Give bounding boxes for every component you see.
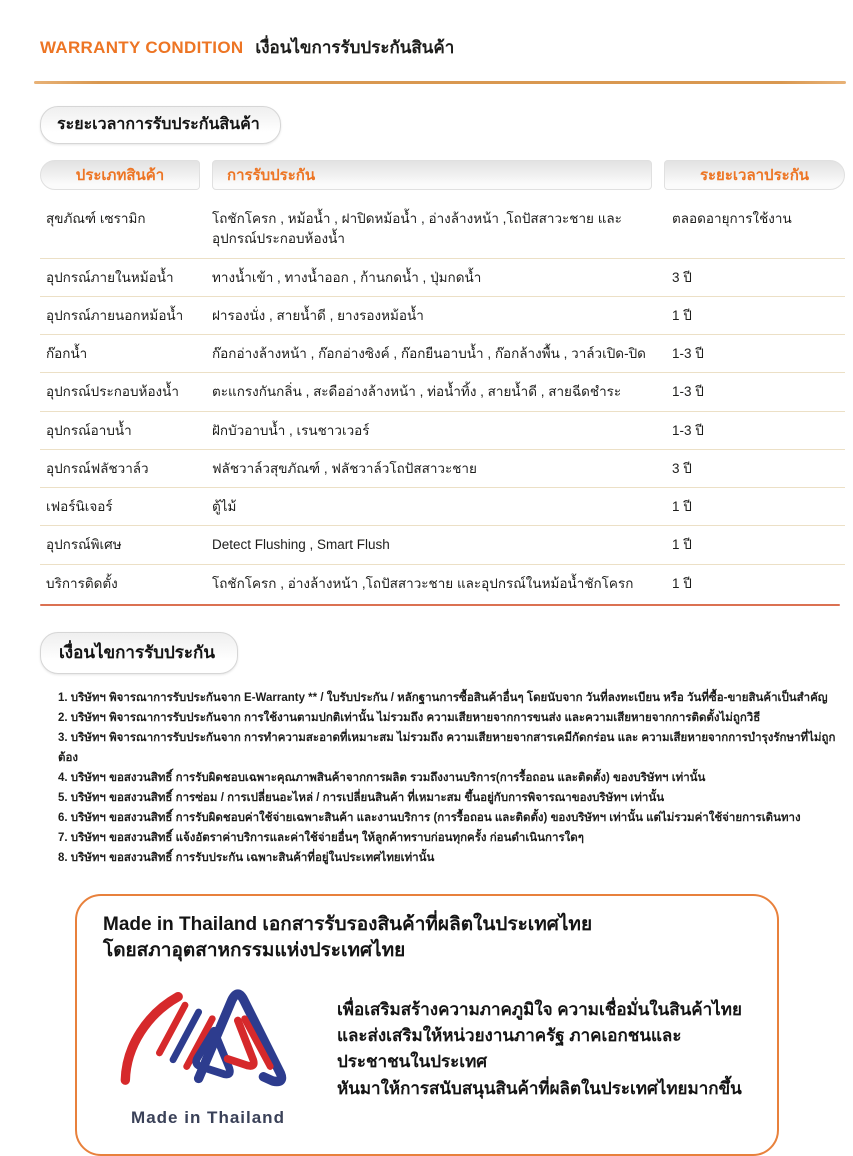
- mit-body-line2: และส่งเสริมให้หน่วยงานภาครัฐ ภาคเอกชนและประชาชนในประเทศ: [337, 1026, 682, 1072]
- mit-body-line3: หันมาให้การสนับสนุนสินค้าที่ผลิตในประเทศไทยมากขึ้น: [337, 1078, 742, 1098]
- cell-coverage: ฟลัชวาล์วสุขภัณฑ์ , ฟลัชวาล์วโถปัสสาวะชาย: [212, 460, 477, 476]
- cell-product-type: อุปกรณ์พิเศษ: [46, 537, 122, 553]
- cell-coverage: ฝักบัวอาบน้ำ , เรนชาวเวอร์: [212, 422, 370, 438]
- cell-period: 1 ปี: [672, 537, 692, 553]
- cell-product-type: อุปกรณ์ภายในหม้อน้ำ: [46, 269, 174, 285]
- cell-period: 1 ปี: [672, 499, 692, 514]
- table-row: [40, 296, 845, 334]
- page-header: [40, 34, 845, 61]
- table-row: [40, 449, 845, 487]
- condition-item: 4. บริษัทฯ ขอสงวนสิทธิ์ การรับผิดชอบเฉพาะคุณภาพสินค้าจากการผลิต รวมถึงงานบริการ(การรื้อถอน และติดตั้ง) ของบริษัทฯ เท่านั้น: [58, 771, 706, 784]
- section-title-warranty-period: ระยะเวลาการรับประกันสินค้า: [40, 106, 281, 144]
- cell-coverage: Detect Flushing , Smart Flush: [212, 537, 390, 553]
- table-row: [40, 564, 845, 602]
- warranty-table: [40, 160, 845, 606]
- header-divider-rule: [34, 81, 846, 84]
- cell-product-type: สุขภัณฑ์ เซรามิก: [46, 211, 146, 226]
- cell-product-type: อุปกรณ์ประกอบห้องน้ำ: [46, 384, 179, 400]
- cell-coverage: ตะแกรงกันกลิ่น , สะดืออ่างล้างหน้า , ท่อน้ำทิ้ง , สายน้ำดี , สายฉีดชำระ: [212, 384, 622, 400]
- cell-coverage: ทางน้ำเข้า , ทางน้ำออก , ก้านกดน้ำ , ปุ่มกดน้ำ: [212, 269, 482, 285]
- cell-product-type: เฟอร์นิเจอร์: [46, 499, 113, 514]
- page-title-english: WARRANTY CONDITION: [40, 38, 244, 57]
- cell-product-type: บริการติดตั้ง: [46, 575, 118, 591]
- mit-content: [103, 971, 751, 1128]
- table-row: [40, 200, 845, 258]
- cell-period: ตลอดอายุการใช้งาน: [672, 211, 792, 226]
- cell-coverage: โถชักโครก , อ่างล้างหน้า ,โถปัสสาวะชาย และอุปกรณ์ในหม้อน้ำชักโครก: [212, 575, 634, 591]
- condition-item: 5. บริษัทฯ ขอสงวนสิทธิ์ การซ่อม / การเปลี่ยนอะไหล่ / การเปลี่ยนสินค้า ที่เหมาะสม ขึ้นอยู่กับการพิจารณาของบริษัทฯ เท่านั้น: [58, 791, 665, 804]
- cell-period: 3 ปี: [672, 269, 692, 285]
- mit-logo-label: Made in Thailand: [131, 1107, 285, 1127]
- mit-heading-line1: Made in Thailand เอกสารรับรองสินค้าที่ผลิตในประเทศไทย: [103, 913, 593, 935]
- table-row: [40, 372, 845, 410]
- column-header-product-type: ประเภทสินค้า: [40, 160, 200, 190]
- column-header-period: ระยะเวลาประกัน: [664, 160, 845, 190]
- warranty-table-header: [40, 160, 845, 190]
- cell-product-type: ก๊อกน้ำ: [46, 346, 88, 361]
- mit-body-line1: เพื่อเสริมสร้างความภาคภูมิใจ ความเชื่อมั่นในสินค้าไทย: [337, 999, 742, 1019]
- made-in-thailand-logo-icon: [110, 971, 306, 1099]
- condition-item: 6. บริษัทฯ ขอสงวนสิทธิ์ การรับผิดชอบค่าใช้จ่ายเฉพาะสินค้า และงานบริการ (การรื้อถอน และติดตั้ง) ของบริษัทฯ เท่านั้น แต่ไม่รวมค่าใช้จ่ายการเดินทาง: [58, 811, 801, 824]
- cell-period: 1-3 ปี: [672, 422, 704, 438]
- cell-period: 1 ปี: [672, 307, 692, 323]
- column-header-coverage: การรับประกัน: [212, 160, 652, 190]
- condition-item: 7. บริษัทฯ ขอสงวนสิทธิ์ แจ้งอัตราค่าบริการและค่าใช้จ่ายอื่นๆ ให้ลูกค้าทราบก่อนทุกครั้ง ก่อนดำเนินการใดๆ: [58, 831, 584, 844]
- mit-heading: [103, 912, 751, 965]
- table-row: [40, 334, 845, 372]
- condition-item: 8. บริษัทฯ ขอสงวนสิทธิ์ การรับประกัน เฉพาะสินค้าที่อยู่ในประเทศไทยเท่านั้น: [58, 851, 435, 864]
- section-title-conditions: เงื่อนไขการรับประกัน: [40, 632, 238, 674]
- condition-item: 3. บริษัทฯ พิจารณาการรับประกันจาก การทำความสะอาดที่เหมาะสม ไม่รวมถึง ความเสียหายจากสารเคมีกัดกร่อน และ ความเสียหายจากการบำรุงรักษาที่ไม่ถูกต้อง: [58, 731, 836, 764]
- cell-period: 3 ปี: [672, 460, 692, 476]
- cell-coverage: ตู้ไม้: [212, 499, 237, 514]
- table-bottom-rule: [40, 604, 840, 606]
- table-row: [40, 411, 845, 449]
- conditions-list: [40, 688, 845, 868]
- warranty-table-body: [40, 200, 845, 602]
- table-row: [40, 487, 845, 525]
- condition-item: 1. บริษัทฯ พิจารณาการรับประกันจาก E-Warranty ** / ใบรับประกัน / หลักฐานการซื้อสินค้าอื่นๆ โดยนับจาก วันที่ลงทะเบียน หรือ วันที่ซื้อ-ขายสินค้าเป็นสำคัญ: [58, 691, 828, 704]
- mit-body-text: [337, 997, 751, 1102]
- condition-item: 2. บริษัทฯ พิจารณาการรับประกันจาก การใช้งานตามปกติเท่านั้น ไม่รวมถึง ความเสียหายจากการขนส่ง และความเสียหายจากการติดตั้งไม่ถูกวิธี: [58, 711, 761, 724]
- cell-product-type: อุปกรณ์ฟลัชวาล์ว: [46, 460, 149, 476]
- table-row: [40, 258, 845, 296]
- cell-period: 1-3 ปี: [672, 384, 704, 400]
- made-in-thailand-box: [75, 894, 779, 1156]
- mit-heading-line2: โดยสภาอุตสาหกรรมแห่งประเทศไทย: [103, 940, 406, 962]
- cell-product-type: อุปกรณ์ภายนอกหม้อน้ำ: [46, 307, 184, 323]
- cell-product-type: อุปกรณ์อาบน้ำ: [46, 422, 132, 438]
- table-row: [40, 525, 845, 563]
- cell-coverage: ก๊อกอ่างล้างหน้า , ก๊อกอ่างซิงค์ , ก๊อกยืนอาบน้ำ , ก๊อกล้างพื้น , วาล์วเปิด-ปิด: [212, 346, 646, 361]
- cell-period: 1 ปี: [672, 575, 692, 591]
- mit-logo-block: [103, 971, 313, 1128]
- page-title-thai: เงื่อนไขการรับประกันสินค้า: [255, 38, 455, 57]
- cell-coverage: โถชักโครก , หม้อน้ำ , ฝาปิดหม้อน้ำ , อ่างล้างหน้า ,โถปัสสาวะชาย และ อุปกรณ์ประกอบห้องน้ำ: [212, 211, 622, 247]
- cell-coverage: ฝารองนั่ง , สายน้ำดี , ยางรองหม้อน้ำ: [212, 307, 424, 323]
- cell-period: 1-3 ปี: [672, 346, 704, 361]
